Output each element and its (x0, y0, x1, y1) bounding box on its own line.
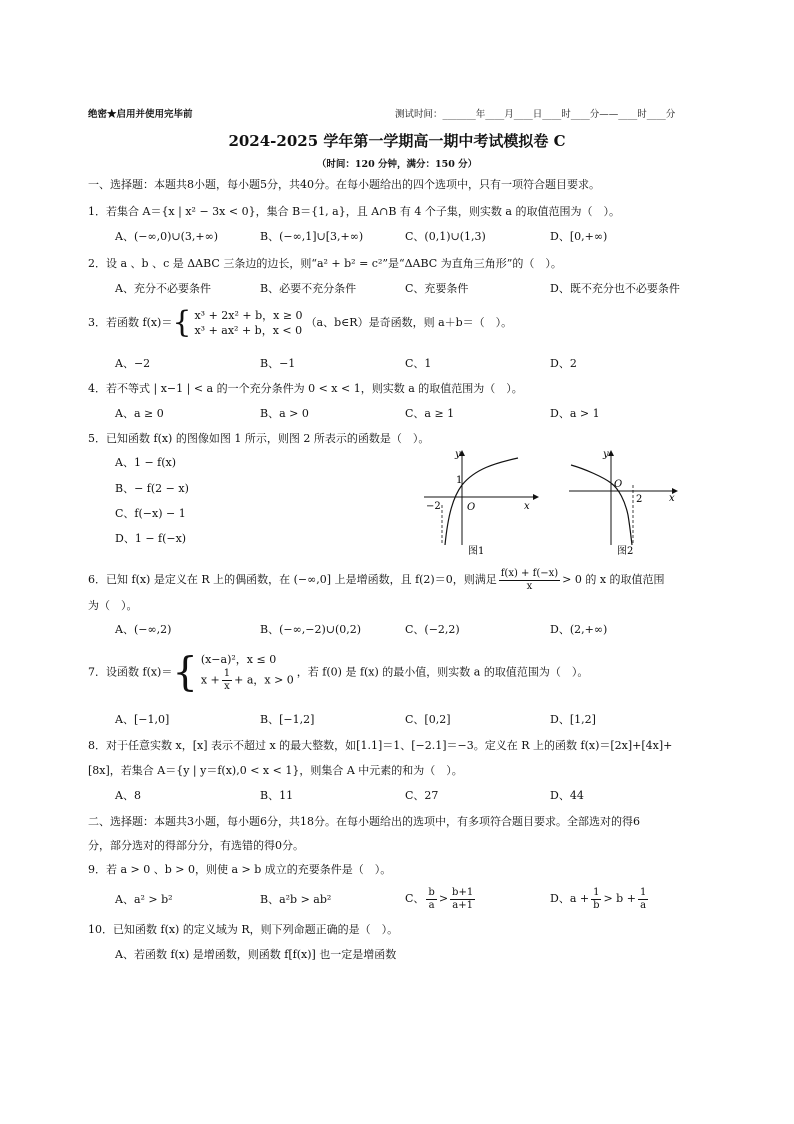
q2-option-d: D、既不充分也不必要条件 (550, 282, 680, 295)
q6-tail: > 0 的 x 的取值范围 (562, 573, 665, 586)
q7-suffix: ，若 f(0) 是 f(x) 的最小值，则实数 a 的取值范围为（ ）。 (296, 665, 589, 679)
q7-option-d: D、[1,2] (550, 713, 596, 726)
q7-option-b: B、[−1,2] (260, 713, 315, 726)
question-10: 10．已知函数 f(x) 的定义域为 R，则下列命题正确的是（ ）。 (88, 923, 399, 936)
exam-subtitle: （时间：120 分钟，满分：150 分） (316, 159, 478, 170)
q3-case-2: x³ + ax² + b，x < 0 (194, 324, 303, 337)
q8-option-c: C、27 (405, 789, 439, 802)
fig1-minus2-label: −2 (426, 501, 441, 512)
question-2: 2．设 a 、b 、c 是 ΔABC 三条边的边长，则“a² + b² = c²”是“ΔABC 为直角三角形”的（ ）。 (88, 257, 562, 270)
q8-option-b: B、11 (260, 789, 294, 802)
section-2-heading: 二、选择题：本题共3小题，每小题6分，共18分。在每小题给出的选项中，有多项符合题目要求。全部选对的得6 (88, 815, 640, 828)
q9-option-c (405, 884, 477, 914)
q6-text: 6．已知 f(x) 是定义在 R 上的偶函数，在 (−∞,0] 上是增函数，且 f(2)＝0，则满足 (88, 573, 497, 586)
q9-d-num-2: 1 (639, 886, 647, 898)
q3-case-1: x³ + 2x² + b，x ≥ 0 (194, 309, 303, 322)
fig2-caption: 图2 (617, 546, 634, 557)
q4-option-d: D、a > 1 (550, 407, 600, 420)
q7-prefix: 7．设函数 f(x)＝ (88, 665, 173, 679)
confidential-note: 绝密★启用并使用完毕前 (88, 109, 193, 120)
q8-option-a: A、8 (115, 789, 141, 802)
fig1-y-label: y (455, 449, 461, 460)
q7-case-2 (201, 668, 294, 693)
q9-d-mid: > b + (603, 892, 636, 905)
q7-option-a: A、[−1,0] (115, 713, 170, 726)
q9-option-a: A、a² > b² (115, 893, 173, 906)
q5-option-a: A、1 − f(x) (115, 456, 177, 469)
q9-d-frac-1 (591, 887, 601, 912)
test-time-line: 测试时间：_______年____月____日____时____分——____时____分 (395, 109, 676, 120)
question-7 (88, 649, 589, 696)
question-8: 8．对于任意实数 x，[x] 表示不超过 x 的最大整数，如[1.1]＝1、[−2.1]＝−3。定义在 R 上的函数 f(x)＝[2x]+[4x]+ (88, 739, 673, 752)
fig1-x-label: x (524, 501, 530, 512)
exam-title: 2024-2025 学年第一学期高一期中考试模拟卷 C (228, 132, 566, 150)
q7-case-2-pre: x + (200, 673, 220, 687)
q2-option-a: A、充分不必要条件 (115, 282, 211, 295)
q5-option-b: B、− f(2 − x) (115, 482, 189, 495)
question-1: 1．若集合 A＝{x | x² − 3x < 0}，集合 B＝{1, a}，且 A∩B 有 4 个子集，则实数 a 的取值范围为（ ）。 (88, 205, 620, 218)
q9-d-frac-2 (638, 887, 648, 912)
q9-c-num-2: b+1 (452, 886, 474, 898)
q5-option-d: D、1 − f(−x) (115, 532, 187, 545)
q6-denominator: x (526, 580, 533, 592)
section-1-heading: 一、选择题：本题共8小题，每小题5分，共40分。在每小题给出的四个选项中，只有一项符合题目要求。 (88, 178, 600, 191)
q1-option-a: A、(−∞,0)∪(3,+∞) (115, 230, 219, 243)
q9-d-den-1: b (593, 899, 600, 911)
q7-case-2-post: + a，x > 0 (234, 673, 294, 687)
question-9: 9．若 a > 0 、b > 0，则使 a > b 成立的充要条件是（ ）。 (88, 863, 392, 876)
q9-d-label: D、a + (550, 892, 590, 905)
question-6-cont: 为（ ）。 (88, 599, 138, 612)
q9-c-frac-2 (450, 887, 475, 912)
q4-option-b: B、a > 0 (260, 407, 309, 420)
q9-c-num-1: b (428, 886, 435, 898)
q8-option-d: D、44 (550, 789, 584, 802)
q7-case-2-fraction (222, 668, 232, 693)
q7-case-2-num: 1 (223, 668, 231, 679)
q9-c-frac-1 (426, 887, 436, 912)
q2-option-c: C、充要条件 (405, 282, 469, 295)
q10-option-a: A、若函数 f(x) 是增函数，则函数 f[f(x)] 也一定是增函数 (115, 948, 397, 961)
q9-d-num-1: 1 (593, 886, 600, 898)
fig1-one-label: 1 (456, 475, 463, 486)
q7-brace: { (172, 649, 198, 696)
q6-option-b: B、(−∞,−2)∪(0,2) (260, 623, 362, 636)
q3-suffix: （a、b∈R）是奇函数，则 a＋b＝（ ）。 (305, 316, 513, 329)
fig1-caption: 图1 (468, 546, 485, 557)
q3-prefix: 3．若函数 f(x)＝ (88, 316, 173, 329)
q6-option-d: D、(2,+∞) (550, 623, 608, 636)
q1-option-b: B、(−∞,1]∪[3,+∞) (260, 230, 364, 243)
q4-option-a: A、a ≥ 0 (115, 407, 164, 420)
q6-option-c: C、(−2,2) (405, 623, 460, 636)
q9-option-d (550, 884, 650, 914)
q7-piecewise (201, 652, 294, 693)
q6-fraction (499, 568, 560, 593)
q5-option-c: C、f(−x) − 1 (115, 507, 186, 520)
question-3 (88, 305, 513, 340)
q2-option-b: B、必要不充分条件 (260, 282, 357, 295)
section-2-heading-cont: 分，部分选对的得部分分，有选错的得0分。 (88, 839, 304, 852)
q1-option-c: C、(0,1)∪(1,3) (405, 230, 486, 243)
figure-1-graph (420, 445, 550, 557)
fig2-two-label: 2 (636, 494, 643, 505)
q9-c-label: C、 (405, 892, 425, 905)
q1-option-d: D、[0,+∞) (550, 230, 608, 243)
q7-case-1: (x−a)²，x ≤ 0 (200, 653, 277, 666)
fig2-origin-label: O (614, 479, 623, 490)
fig1-curve (445, 458, 518, 545)
q9-c-mid: > (438, 892, 449, 905)
question-5: 5．已知函数 f(x) 的图像如图 1 所示，则图 2 所表示的函数是（ ）。 (88, 432, 430, 445)
fig2-curve (571, 465, 632, 545)
q6-option-a: A、(−∞,2) (115, 623, 172, 636)
q7-option-c: C、[0,2] (405, 713, 451, 726)
fig2-x-label: x (669, 493, 675, 504)
q9-option-b: B、a²b > ab² (260, 893, 332, 906)
q3-option-d: D、2 (550, 357, 577, 370)
q3-option-c: C、1 (405, 357, 432, 370)
q6-numerator: f(x) + f(−x) (500, 567, 559, 579)
question-4: 4．若不等式 | x−1 | < a 的一个充分条件为 0 < x < 1，则实数 a 的取值范围为（ ）。 (88, 382, 523, 395)
q7-case-2-den: x (224, 681, 230, 692)
q3-brace: { (172, 305, 192, 340)
q9-c-den-2: a+1 (452, 899, 473, 911)
q3-piecewise (194, 308, 302, 338)
q9-c-den-1: a (428, 899, 435, 911)
question-6 (88, 566, 665, 594)
figure-2-graph (565, 445, 690, 557)
q4-option-c: C、a ≥ 1 (405, 407, 455, 420)
q3-option-b: B、−1 (260, 357, 296, 370)
fig2-y-label: y (603, 449, 609, 460)
q9-d-den-2: a (640, 899, 647, 911)
question-8-cont: [8x]，若集合 A＝{y | y＝f(x),0 < x < 1}，则集合 A 中元素的和为（ ）。 (88, 764, 463, 777)
q3-option-a: A、−2 (115, 357, 151, 370)
fig1-origin-label: O (467, 502, 476, 513)
